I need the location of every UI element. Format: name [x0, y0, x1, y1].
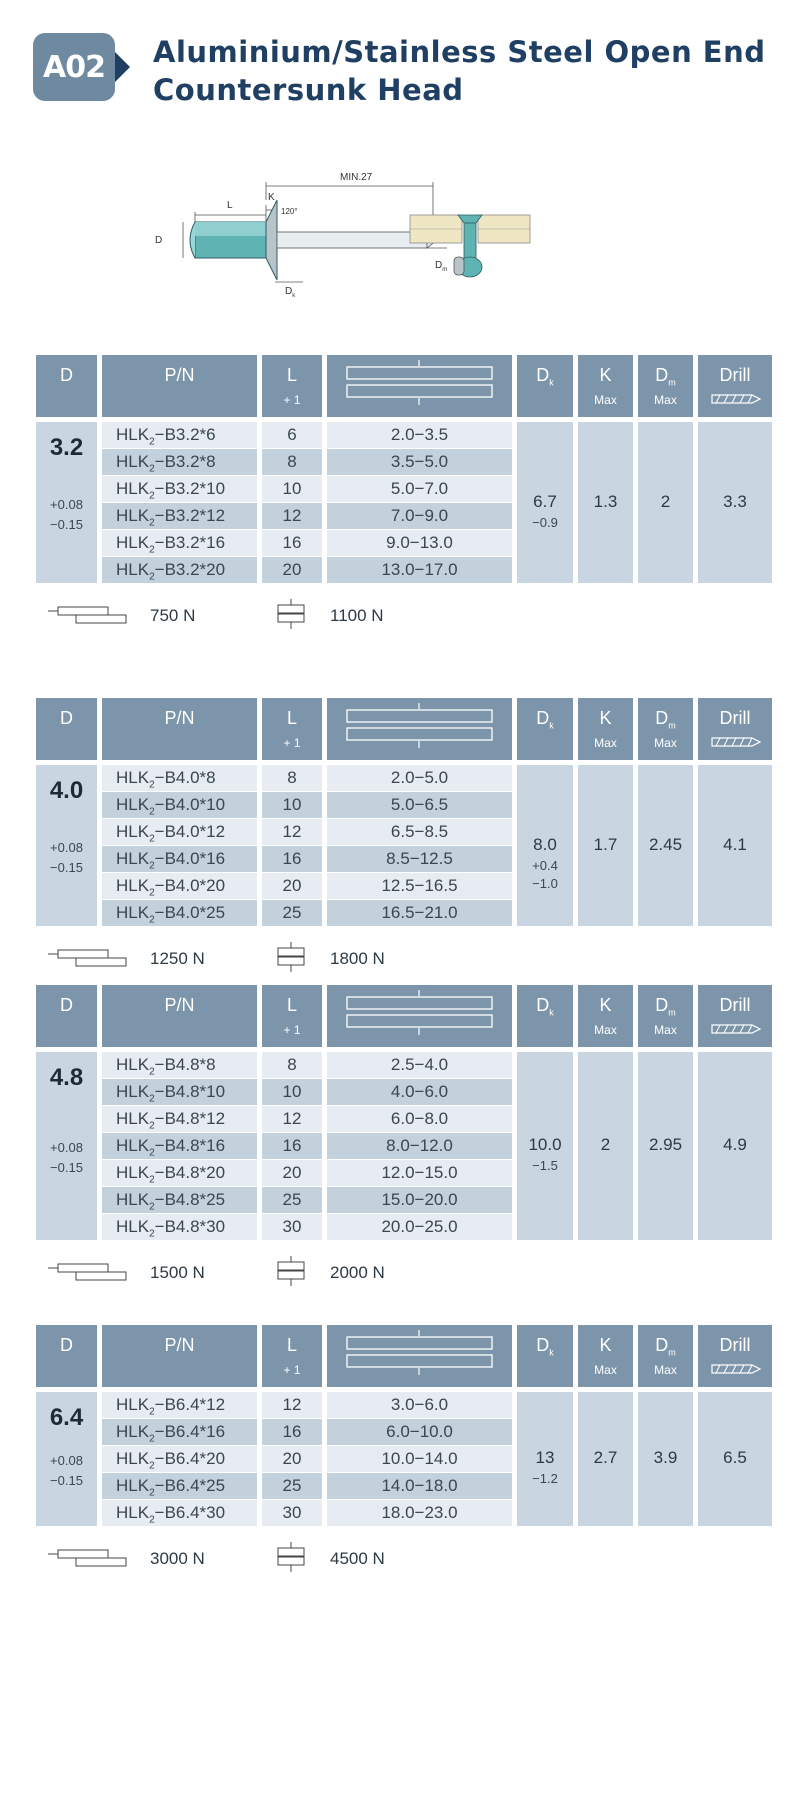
- table-row: [102, 846, 512, 872]
- part-number: $HLK_2-B3.2*12$: [102, 503, 257, 529]
- tensile-force-icon: [276, 1542, 306, 1572]
- grip-range-icon: [327, 985, 512, 1047]
- grip-range-value: 6.0−8.0: [327, 1106, 512, 1132]
- part-number: $HLK_2-B4.0*8$: [102, 765, 257, 791]
- length-value: 6: [262, 422, 322, 448]
- head-diameter-value: 10.0: [528, 1135, 562, 1154]
- length-value: 25: [262, 1187, 322, 1213]
- part-number: $HLK_2-B3.2*16$: [102, 530, 257, 556]
- title-line-2: Countersunk Head: [153, 73, 464, 107]
- diameter-cell: [36, 765, 97, 926]
- part-number: $HLK_2-B4.8*8$: [102, 1052, 257, 1078]
- column-k: K Max: [578, 698, 633, 760]
- table-row: [102, 1133, 512, 1159]
- head-height-value: 2.7: [593, 1448, 618, 1467]
- column-l: L + 1: [262, 355, 322, 417]
- tensile-force-icon: [276, 599, 306, 629]
- table-row: [102, 873, 512, 899]
- column-grip: [327, 698, 512, 760]
- shear-force-icon: [48, 1542, 130, 1572]
- shear-force-icon: [48, 942, 130, 972]
- column-l: L + 1: [262, 985, 322, 1047]
- table-row: [102, 1392, 512, 1418]
- grip-range-value: 16.5−21.0: [327, 900, 512, 926]
- drill-size-cell: [698, 765, 772, 926]
- head-diameter-cell: [517, 1052, 573, 1240]
- diameter-value: 4.0: [49, 777, 84, 804]
- grip-range-value: 5.0−6.5: [327, 792, 512, 818]
- grip-range-icon: [327, 1325, 512, 1387]
- column-pn: P/N: [102, 698, 257, 760]
- head-height-value: 1.7: [593, 835, 618, 854]
- mandrel-diameter-value: 3.9: [653, 1448, 678, 1467]
- rivet-technical-drawing: [155, 170, 615, 330]
- grip-range-value: 2.0−3.5: [327, 422, 512, 448]
- drill-size-value: 4.9: [723, 1135, 747, 1154]
- length-value: 16: [262, 846, 322, 872]
- grip-range-value: 9.0−13.0: [327, 530, 512, 556]
- table-row: [102, 1419, 512, 1445]
- mandrel-diameter-label: $D_m$: [435, 260, 448, 273]
- head-height-cell: [578, 765, 633, 926]
- diameter-tolerance: +0.08 −0.15: [50, 1140, 83, 1175]
- column-dm: $D_m$ Max: [638, 985, 693, 1047]
- part-number: $HLK_2-B3.2*10$: [102, 476, 257, 502]
- column-dm: $D_m$ Max: [638, 355, 693, 417]
- part-number: $HLK_2-B6.4*25$: [102, 1473, 257, 1499]
- shear-force-value: 750 N: [150, 606, 196, 625]
- tensile-force-icon: [276, 942, 306, 972]
- part-number: $HLK_2-B4.8*12$: [102, 1106, 257, 1132]
- grip-range-value: 10.0−14.0: [327, 1446, 512, 1472]
- part-number: $HLK_2-B4.0*25$: [102, 900, 257, 926]
- table-row: [102, 1214, 512, 1240]
- column-d: D: [36, 698, 97, 760]
- drill-bit-icon: [698, 355, 772, 417]
- drill-bit-icon: [698, 1325, 772, 1387]
- length-value: 30: [262, 1214, 322, 1240]
- mandrel-diameter-cell: [638, 765, 693, 926]
- column-dm: $D_m$ Max: [638, 698, 693, 760]
- length-value: 8: [262, 1052, 322, 1078]
- table-row: [102, 1160, 512, 1186]
- force-values: [48, 599, 448, 629]
- table-row: [102, 765, 512, 791]
- part-number: $HLK_2-B6.4*30$: [102, 1500, 257, 1526]
- grip-range-value: 5.0−7.0: [327, 476, 512, 502]
- length-value: 16: [262, 1133, 322, 1159]
- drill-size-cell: [698, 1052, 772, 1240]
- column-d: D: [36, 1325, 97, 1387]
- head-height-value: 1.3: [593, 492, 618, 511]
- mandrel-diameter-cell: [638, 1392, 693, 1526]
- spec-table: [36, 355, 772, 583]
- column-pn: P/N: [102, 985, 257, 1047]
- mandrel-diameter-value: 2.45: [648, 835, 683, 854]
- column-k: K Max: [578, 1325, 633, 1387]
- grip-range-value: 12.0−15.0: [327, 1160, 512, 1186]
- length-value: 12: [262, 1106, 322, 1132]
- diameter-value: 3.2: [49, 434, 84, 461]
- min-length-label: MIN.27: [340, 172, 373, 183]
- head-diameter-cell: [517, 1392, 573, 1526]
- part-number: $HLK_2-B4.8*20$: [102, 1160, 257, 1186]
- table-row: [102, 1052, 512, 1078]
- table-row: [102, 900, 512, 926]
- length-label: L: [227, 200, 233, 211]
- page-title: [153, 33, 766, 109]
- table-row: [102, 530, 512, 556]
- mandrel-diameter-cell: [638, 1052, 693, 1240]
- drill-size-value: 4.1: [723, 835, 747, 854]
- head-height-value: 2: [600, 1135, 611, 1154]
- head-diameter-value: 8.0: [533, 835, 557, 854]
- table-row: [102, 503, 512, 529]
- column-dk: $D_k$: [517, 355, 573, 417]
- mandrel-diameter-value: 2: [660, 492, 671, 511]
- tensile-force-icon: [276, 1256, 306, 1286]
- column-pn: P/N: [102, 355, 257, 417]
- head-diameter-tolerance: +0.4 −1.0: [532, 858, 558, 891]
- table-row: [102, 1446, 512, 1472]
- grip-range-value: 4.0−6.0: [327, 1079, 512, 1105]
- length-value: 10: [262, 1079, 322, 1105]
- part-number: $HLK_2-B4.0*16$: [102, 846, 257, 872]
- table-row: [102, 1473, 512, 1499]
- table-row: [102, 1106, 512, 1132]
- head-diameter-cell: [517, 765, 573, 926]
- force-values: [48, 1256, 448, 1286]
- diameter-tolerance: +0.08 −0.15: [50, 497, 83, 532]
- shear-force-icon: [48, 599, 130, 629]
- head-diameter-value: 6.7: [533, 492, 557, 511]
- head-diameter-value: 13: [535, 1448, 555, 1467]
- shear-force-value: 1250 N: [150, 949, 205, 968]
- drill-bit-icon: [698, 698, 772, 760]
- column-grip: [327, 1325, 512, 1387]
- grip-range-icon: [327, 698, 512, 760]
- force-values: [48, 942, 448, 972]
- length-value: 25: [262, 1473, 322, 1499]
- diameter-cell: [36, 422, 97, 583]
- grip-range-value: 8.0−12.0: [327, 1133, 512, 1159]
- drill-bit-icon: [698, 985, 772, 1047]
- column-grip: [327, 355, 512, 417]
- rivet-side-view: [155, 172, 447, 299]
- column-d: D: [36, 355, 97, 417]
- grip-range-value: 14.0−18.0: [327, 1473, 512, 1499]
- table-row: [102, 449, 512, 475]
- column-l: L + 1: [262, 698, 322, 760]
- length-value: 20: [262, 557, 322, 583]
- grip-range-value: 3.0−6.0: [327, 1392, 512, 1418]
- head-height-label: K: [268, 192, 275, 203]
- shear-force-icon: [48, 1256, 130, 1286]
- part-number: $HLK_2-B4.8*25$: [102, 1187, 257, 1213]
- length-value: 16: [262, 530, 322, 556]
- head-diameter-tolerance: −0.9: [532, 515, 558, 530]
- spec-table: [36, 985, 772, 1240]
- head-diameter-tolerance: −1.5: [532, 1158, 558, 1173]
- part-number: $HLK_2-B4.8*10$: [102, 1079, 257, 1105]
- length-value: 20: [262, 1446, 322, 1472]
- series-badge: A02: [33, 33, 115, 101]
- grip-range-value: 2.0−5.0: [327, 765, 512, 791]
- grip-range-value: 2.5−4.0: [327, 1052, 512, 1078]
- column-d: D: [36, 985, 97, 1047]
- shear-force-value: 1500 N: [150, 1263, 205, 1282]
- grip-range-icon: [327, 355, 512, 417]
- title-line-1: Aluminium/Stainless Steel Open End: [153, 35, 766, 69]
- column-l: L + 1: [262, 1325, 322, 1387]
- spec-table: [36, 1325, 772, 1526]
- drill-size-cell: [698, 422, 772, 583]
- drill-size-cell: [698, 1392, 772, 1526]
- grip-range-value: 18.0−23.0: [327, 1500, 512, 1526]
- column-drill: Drill: [698, 698, 772, 760]
- mandrel-diameter-cell: [638, 422, 693, 583]
- column-grip: [327, 985, 512, 1047]
- tensile-force-value: 2000 N: [330, 1263, 385, 1282]
- head-angle-label: 120°: [281, 207, 298, 216]
- mandrel-diameter-value: 2.95: [648, 1135, 683, 1154]
- length-value: 20: [262, 873, 322, 899]
- tensile-force-value: 1800 N: [330, 949, 385, 968]
- diameter-value: 4.8: [49, 1064, 84, 1091]
- table-row: [102, 1079, 512, 1105]
- column-dk: $D_k$: [517, 698, 573, 760]
- part-number: $HLK_2-B6.4*20$: [102, 1446, 257, 1472]
- length-value: 10: [262, 476, 322, 502]
- length-value: 12: [262, 819, 322, 845]
- table-row: [102, 557, 512, 583]
- column-dk: $D_k$: [517, 985, 573, 1047]
- drill-size-value: 6.5: [723, 1448, 747, 1467]
- length-value: 20: [262, 1160, 322, 1186]
- table-row: [102, 476, 512, 502]
- table-row: [102, 819, 512, 845]
- grip-range-value: 13.0−17.0: [327, 557, 512, 583]
- head-diameter-cell: [517, 422, 573, 583]
- grip-range-value: 7.0−9.0: [327, 503, 512, 529]
- grip-range-value: 8.5−12.5: [327, 846, 512, 872]
- part-number: $HLK_2-B3.2*8$: [102, 449, 257, 475]
- drill-size-value: 3.3: [723, 492, 747, 511]
- diameter-cell: [36, 1392, 97, 1526]
- grip-range-value: 12.5−16.5: [327, 873, 512, 899]
- head-height-cell: [578, 1392, 633, 1526]
- column-k: K Max: [578, 985, 633, 1047]
- badge-arrow-icon: [115, 52, 130, 82]
- diameter-tolerance: +0.08 −0.15: [50, 840, 83, 875]
- part-number: $HLK_2-B4.8*16$: [102, 1133, 257, 1159]
- length-value: 8: [262, 449, 322, 475]
- head-height-cell: [578, 422, 633, 583]
- column-drill: Drill: [698, 1325, 772, 1387]
- length-value: 12: [262, 1392, 322, 1418]
- part-number: $HLK_2-B4.0*20$: [102, 873, 257, 899]
- part-number: $HLK_2-B3.2*6$: [102, 422, 257, 448]
- shear-force-value: 3000 N: [150, 1549, 205, 1568]
- diameter-label: D: [155, 235, 163, 246]
- table-row: [102, 1187, 512, 1213]
- grip-range-value: 20.0−25.0: [327, 1214, 512, 1240]
- part-number: $HLK_2-B3.2*20$: [102, 557, 257, 583]
- grip-range-value: 3.5−5.0: [327, 449, 512, 475]
- column-pn: P/N: [102, 1325, 257, 1387]
- force-values: [48, 1542, 448, 1572]
- part-number: $HLK_2-B6.4*12$: [102, 1392, 257, 1418]
- grip-range-value: 15.0−20.0: [327, 1187, 512, 1213]
- column-dk: $D_k$: [517, 1325, 573, 1387]
- part-number: $HLK_2-B6.4*16$: [102, 1419, 257, 1445]
- spec-table: [36, 698, 772, 926]
- head-diameter-label: $D_k$: [285, 286, 296, 299]
- length-value: 16: [262, 1419, 322, 1445]
- column-drill: Drill: [698, 985, 772, 1047]
- column-drill: Drill: [698, 355, 772, 417]
- diameter-value: 6.4: [49, 1404, 84, 1431]
- length-value: 8: [262, 765, 322, 791]
- head-diameter-tolerance: −1.2: [532, 1471, 558, 1486]
- part-number: $HLK_2-B4.0*10$: [102, 792, 257, 818]
- grip-range-value: 6.5−8.5: [327, 819, 512, 845]
- table-row: [102, 1500, 512, 1526]
- grip-range-value: 6.0−10.0: [327, 1419, 512, 1445]
- column-dm: $D_m$ Max: [638, 1325, 693, 1387]
- tensile-force-value: 4500 N: [330, 1549, 385, 1568]
- length-value: 30: [262, 1500, 322, 1526]
- diameter-cell: [36, 1052, 97, 1240]
- length-value: 12: [262, 503, 322, 529]
- part-number: $HLK_2-B4.8*30$: [102, 1214, 257, 1240]
- head-height-cell: [578, 1052, 633, 1240]
- length-value: 10: [262, 792, 322, 818]
- diameter-tolerance: +0.08 −0.15: [50, 1453, 83, 1488]
- part-number: $HLK_2-B4.0*12$: [102, 819, 257, 845]
- table-row: [102, 422, 512, 448]
- column-k: K Max: [578, 355, 633, 417]
- table-row: [102, 792, 512, 818]
- length-value: 25: [262, 900, 322, 926]
- tensile-force-value: 1100 N: [330, 606, 384, 625]
